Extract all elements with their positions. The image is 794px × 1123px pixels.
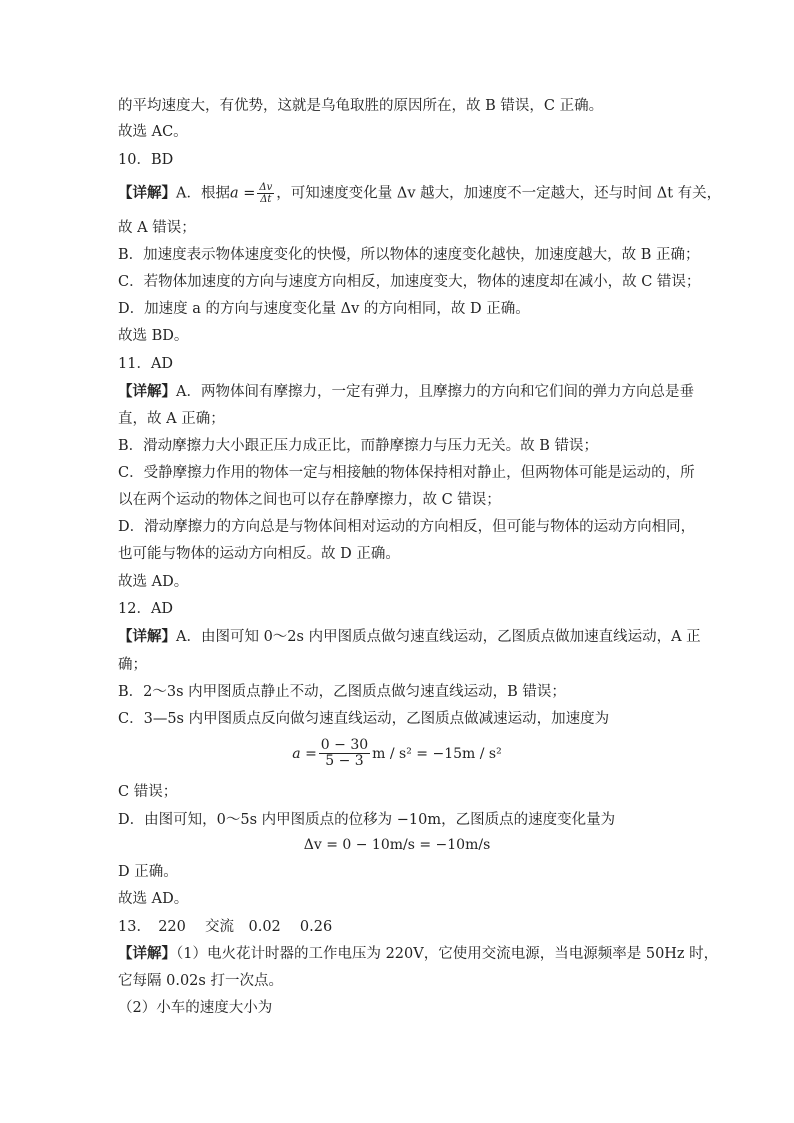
text-line: D 正确。 [118,864,178,880]
answer-summary: 故选 BD。 [118,328,189,344]
answer-summary: 故选 AD。 [118,891,189,907]
text-line: B．2～3s 内甲图质点静止不动，乙图质点做匀速直线运动，B 错误； [118,684,566,700]
formula-fraction [319,738,370,770]
text-line: C 错误； [118,784,178,800]
formula-rhs: m / s² = −15m / s² [372,745,502,762]
answer-summary: 故选 AC。 [118,124,188,140]
formula-denominator: 5 − 3 [325,753,364,770]
text-line: B．滑动摩擦力大小跟正压力成正比，而静摩擦力与压力无关。故 B 错误； [118,438,599,454]
formula-lhs: a = [292,745,317,762]
text-fragment: A．由图可知 0～2s 内甲图质点做匀速直线运动，乙图质点做加速直线运动，A 正 [176,629,701,645]
question-number: 12．AD [118,601,174,617]
text-line: C．受静摩擦力作用的物体一定与相接触的物体保持相对静止，但两物体可能是运动的，所 [118,465,695,481]
text-fragment: A．根据 [176,185,230,202]
text-line: D．加速度 a 的方向与速度变化量 Δv 的方向相同，故 D 正确。 [118,301,530,317]
text-line: 直，故 A 正确； [118,411,225,427]
detail-tag: 【详解】 [118,628,176,645]
text-line: 它每隔 0.02s 打一次点。 [118,973,283,989]
text-line: C．3—5s 内甲图质点反向做匀速直线运动，乙图质点做减速运动，加速度为 [118,711,610,727]
text-line: （2）小车的速度大小为 [118,1000,273,1016]
text-line [118,182,722,205]
detail-tag: 【详解】 [118,383,176,400]
text-line: 以在两个运动的物体之间也可以存在静摩擦力，故 C 错误； [118,492,501,508]
text-line: 的平均速度大，有优势，这就是乌龟取胜的原因所在，故 B 错误，C 正确。 [118,98,604,114]
text-line: 也可能与物体的运动方向相反。故 D 正确。 [118,546,400,562]
text-line: B．加速度表示物体速度变化的快慢，所以物体的速度变化越快，加速度越大，故 B 正确； [118,247,700,263]
formula-accel-fraction [257,182,274,205]
answer-summary: 故选 AD。 [118,574,189,590]
text-line: 确； [118,657,147,673]
question-number: 11．AD [118,356,174,372]
text-line [118,627,701,647]
question-number: 13． 220 交流 0.02 0.26 [118,919,333,935]
formula-acceleration [0,738,794,770]
detail-tag: 【详解】 [118,945,176,962]
formula-denominator: Δt [260,194,272,205]
text-line: D．滑动摩擦力的方向总是与物体间相对运动的方向相反，但可能与物体的运动方向相同， [118,519,696,535]
question-number: 10．BD [118,152,174,168]
formula-velocity-change: Δv = 0 − 10m/s = −10m/s [303,837,491,853]
text-line: 故 A 错误； [118,220,196,236]
detail-tag: 【详解】 [118,184,176,202]
formula-numerator: Δv [259,182,273,193]
text-line: D．由图可知，0～5s 内甲图质点的位移为 −10m，乙图质点的速度变化量为 [118,812,616,828]
text-line [118,944,719,964]
text-fragment: ，可知速度变化量 Δv 越大，加速度不一定越大，还与时间 Δt 有关， [276,185,722,202]
text-fragment: A．两物体间有摩擦力，一定有弹力，且摩擦力的方向和它们间的弹力方向总是垂 [176,384,694,400]
text-line [118,382,694,402]
formula-accel-lhs: a = [229,185,256,202]
text-line: C．若物体加速度的方向与速度方向相反，加速度变大，物体的速度却在减小，故 C 错误； [118,274,701,290]
formula-numerator: 0 − 30 [320,737,369,753]
text-fragment: （1）电火花计时器的工作电压为 220V，它使用交流电源，当电源频率是 50Hz 时， [176,946,719,962]
